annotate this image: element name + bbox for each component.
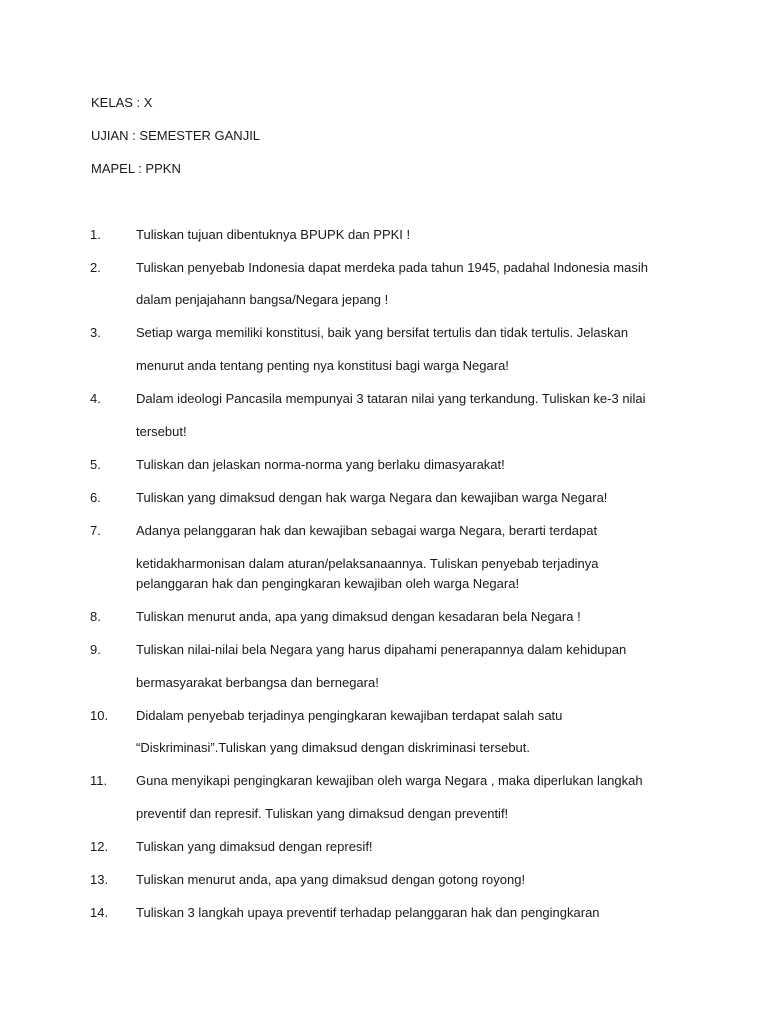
- question-text: Tuliskan nilai-nilai bela Negara yang harus dipahami penerapannya dalam kehidupan: [136, 642, 627, 657]
- question-text: Tuliskan penyebab Indonesia dapat merdeka pada tahun 1945, padahal Indonesia masih: [136, 260, 648, 275]
- question-text: pelanggaran hak dan pengingkaran kewajiban oleh warga Negara!: [136, 576, 520, 591]
- class-label: KELAS : X: [91, 95, 153, 110]
- question-number: 1.: [90, 227, 101, 242]
- question-text: Guna menyikapi pengingkaran kewajiban oleh warga Negara , maka diperlukan langkah: [136, 773, 643, 788]
- question-text: Tuliskan menurut anda, apa yang dimaksud dengan gotong royong!: [136, 872, 526, 887]
- question-number: 5.: [90, 457, 101, 472]
- question-text: Tuliskan tujuan dibentuknya BPUPK dan PPKI !: [136, 227, 411, 242]
- question-text: preventif dan represif. Tuliskan yang dimaksud dengan preventif!: [136, 806, 509, 821]
- question-number: 7.: [90, 523, 101, 538]
- question-text: Setiap warga memiliki konstitusi, baik yang bersifat tertulis dan tidak tertulis. Jelaskan: [136, 325, 629, 340]
- question-number: 11.: [90, 773, 108, 788]
- question-text: Dalam ideologi Pancasila mempunyai 3 tataran nilai yang terkandung. Tuliskan ke-3 nilai: [136, 391, 646, 406]
- question-number: 10.: [90, 708, 109, 723]
- question-text: Tuliskan yang dimaksud dengan represif!: [136, 839, 373, 854]
- question-number: 6.: [90, 490, 101, 505]
- question-text: Tuliskan menurut anda, apa yang dimaksud dengan kesadaran bela Negara !: [136, 609, 581, 624]
- question-number: 2.: [90, 260, 101, 275]
- question-text: ketidakharmonisan dalam aturan/pelaksanaannya. Tuliskan penyebab terjadinya: [136, 556, 599, 571]
- question-text: dalam penjajahann bangsa/Negara jepang !: [136, 292, 389, 307]
- question-number: 4.: [90, 391, 101, 406]
- question-number: 14.: [90, 905, 109, 920]
- question-number: 13.: [90, 872, 109, 887]
- question-number: 9.: [90, 642, 101, 657]
- subject-label: MAPEL : PPKN: [91, 161, 181, 176]
- question-number: 12.: [90, 839, 109, 854]
- question-text: bermasyarakat berbangsa dan bernegara!: [136, 675, 379, 690]
- question-number: 8.: [90, 609, 101, 624]
- question-text: Didalam penyebab terjadinya pengingkaran kewajiban terdapat salah satu: [136, 708, 563, 723]
- question-text: Adanya pelanggaran hak dan kewajiban sebagai warga Negara, berarti terdapat: [136, 523, 598, 538]
- question-text: tersebut!: [136, 424, 187, 439]
- question-text: “Diskriminasi”.Tuliskan yang dimaksud dengan diskriminasi tersebut.: [136, 740, 531, 755]
- question-number: 3.: [90, 325, 101, 340]
- exam-label: UJIAN : SEMESTER GANJIL: [91, 128, 261, 143]
- question-text: Tuliskan yang dimaksud dengan hak warga Negara dan kewajiban warga Negara!: [136, 490, 608, 505]
- question-text: menurut anda tentang penting nya konstitusi bagi warga Negara!: [136, 358, 509, 373]
- question-text: Tuliskan dan jelaskan norma-norma yang berlaku dimasyarakat!: [136, 457, 505, 472]
- question-text: Tuliskan 3 langkah upaya preventif terhadap pelanggaran hak dan pengingkaran: [136, 905, 600, 920]
